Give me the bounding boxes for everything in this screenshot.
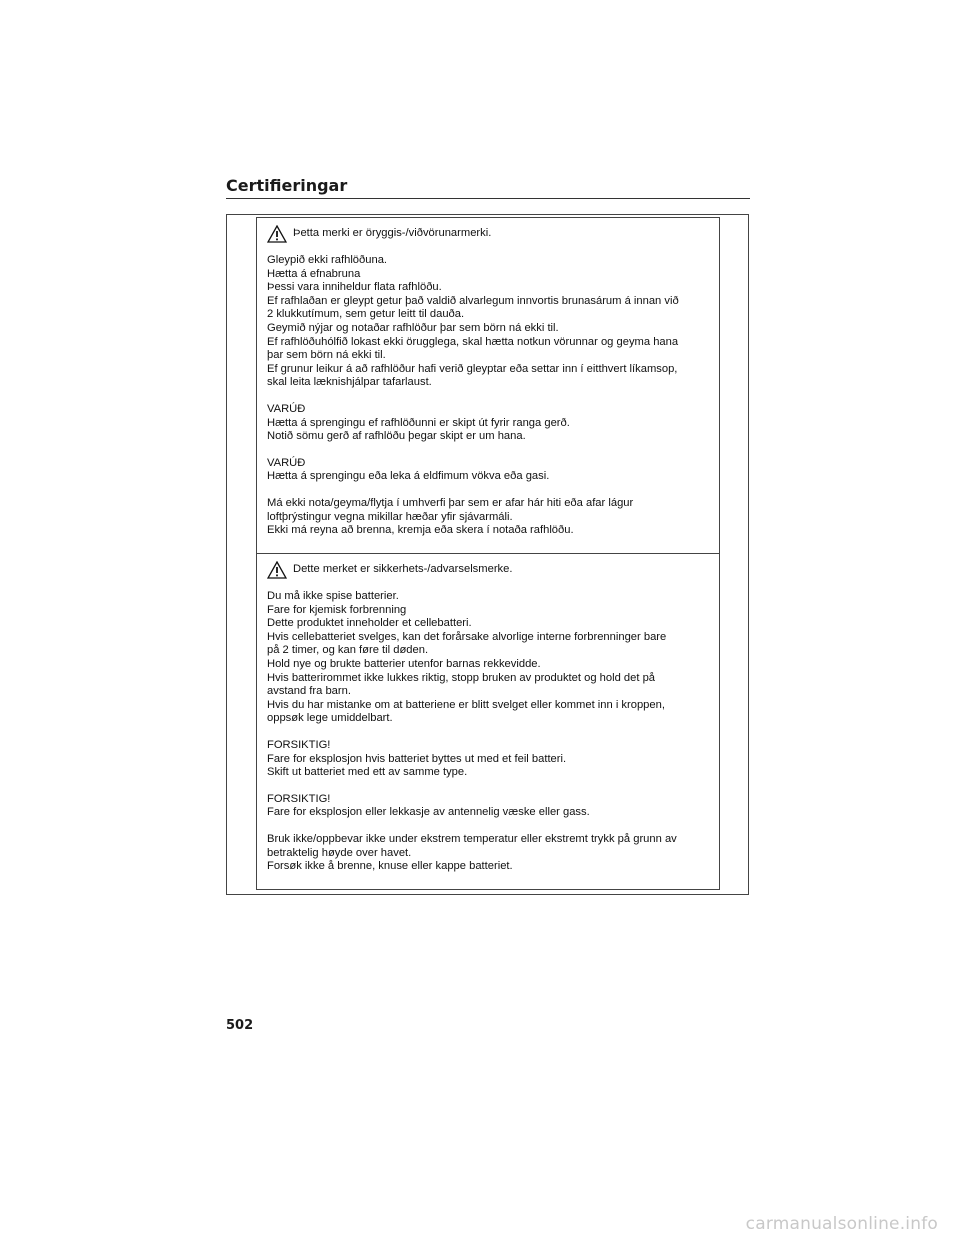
text-line: Ef rafhlaðan er gleypt getur það valdið alvarlegum innvortis brunasárum á innan við [267, 294, 679, 307]
text-line: på 2 timer, og kan føre til døden. [267, 644, 429, 657]
paragraph [267, 833, 709, 874]
warning-triangle-icon [267, 225, 287, 243]
text-line: Hætta á efnabruna [267, 267, 361, 280]
text-line: Hvis cellebatteriet svelges, kan det forårsake alvorlige interne forbrenninger bare [267, 630, 667, 643]
text-line: VARÚÐ [267, 456, 306, 469]
paragraph [267, 497, 709, 538]
heading-rule [226, 198, 750, 199]
warning-header [267, 222, 709, 246]
text-line: FORSIKTIG! [267, 792, 331, 805]
text-line: Hvis batterirommet ikke lukkes riktig, stopp bruken av produktet og hold det på [267, 671, 656, 684]
paragraph [267, 457, 709, 484]
text-line: Hætta á sprengingu eða leka á eldfimum vökva eða gasi. [267, 470, 550, 483]
text-line: Gleypið ekki rafhlöðuna. [267, 254, 388, 266]
text-line: Hold nye og brukte batterier utenfor barnas rekkevidde. [267, 657, 541, 670]
text-line: Notið sömu gerð af rafhlöðu þegar skipt er um hana. [267, 430, 526, 443]
page-heading: Certifieringar [226, 176, 348, 195]
text-line: Fare for kjemisk forbrenning [267, 603, 407, 616]
watermark: carmanualsonline.info [745, 1214, 938, 1234]
text-line: VARÚÐ [267, 402, 306, 415]
text-line: Geymið nýjar og notaðar rafhlöður þar sem börn ná ekki til. [267, 321, 559, 334]
paragraph [267, 793, 709, 820]
text-line: betraktelig høyde over havet. [267, 846, 412, 859]
text-line: 2 klukkutímum, sem getur leitt til dauða. [267, 308, 465, 321]
text-line: Fare for eksplosjon hvis batteriet byttes ut med et feil batteri. [267, 752, 567, 765]
text-line: loftþrýstingur vegna mikillar hæðar yfir sjávarmáli. [267, 510, 513, 523]
paragraph [267, 739, 709, 780]
text-line: Ef grunur leikur á að rafhlöður hafi verið gleyptar eða settar inn í eitthvert líkamsop, [267, 362, 678, 375]
text-line: Þessi vara inniheldur flata rafhlöðu. [267, 281, 442, 294]
paragraph [267, 403, 709, 444]
warning-triangle-icon [267, 561, 287, 579]
text-line: FORSIKTIG! [267, 738, 331, 751]
text-line: þar sem börn ná ekki til. [267, 349, 386, 362]
text-line: Fare for eksplosjon eller lekkasje av antennelig væske eller gass. [267, 806, 590, 819]
text-line: avstand fra barn. [267, 685, 351, 698]
text-line: Ef rafhlöðuhólfið lokast ekki örugglega, skal hætta notkun vörunnar og geyma hana [267, 335, 679, 348]
warning-title: Dette merket er sikkerhets-/advarselsmerke. [293, 563, 513, 576]
paragraph [267, 590, 709, 726]
text-line: Má ekki nota/geyma/flytja í umhverfi þar sem er afar hár hiti eða afar lágur [267, 496, 634, 509]
text-line: oppsøk lege umiddelbart. [267, 712, 393, 725]
text-line: Hvis du har mistanke om at batteriene er blitt svelget eller kommet inn i kroppen, [267, 698, 665, 711]
icelandic-warning-box [256, 217, 720, 554]
paragraph [267, 254, 709, 390]
text-line: Forsøk ikke å brenne, knuse eller kappe batteriet. [267, 860, 513, 873]
text-line: Skift ut batteriet med ett av samme type. [267, 766, 468, 779]
text-line: Dette produktet inneholder et cellebatteri. [267, 617, 472, 630]
text-line: Hætta á sprengingu ef rafhlöðunni er skipt út fyrir ranga gerð. [267, 416, 570, 429]
text-line: Ekki má reyna að brenna, kremja eða skera í notaða rafhlöðu. [267, 524, 574, 537]
text-line: skal leita læknishjálpar tafarlaust. [267, 376, 432, 389]
warning-header [267, 558, 709, 582]
text-line: Du må ikke spise batterier. [267, 590, 399, 602]
norwegian-warning-box [256, 553, 720, 890]
page-number: 502 [226, 1018, 254, 1033]
text-line: Bruk ikke/oppbevar ikke under ekstrem temperatur eller ekstremt trykk på grunn av [267, 832, 677, 845]
warning-title: Þetta merki er öryggis-/viðvörunarmerki. [293, 227, 492, 240]
